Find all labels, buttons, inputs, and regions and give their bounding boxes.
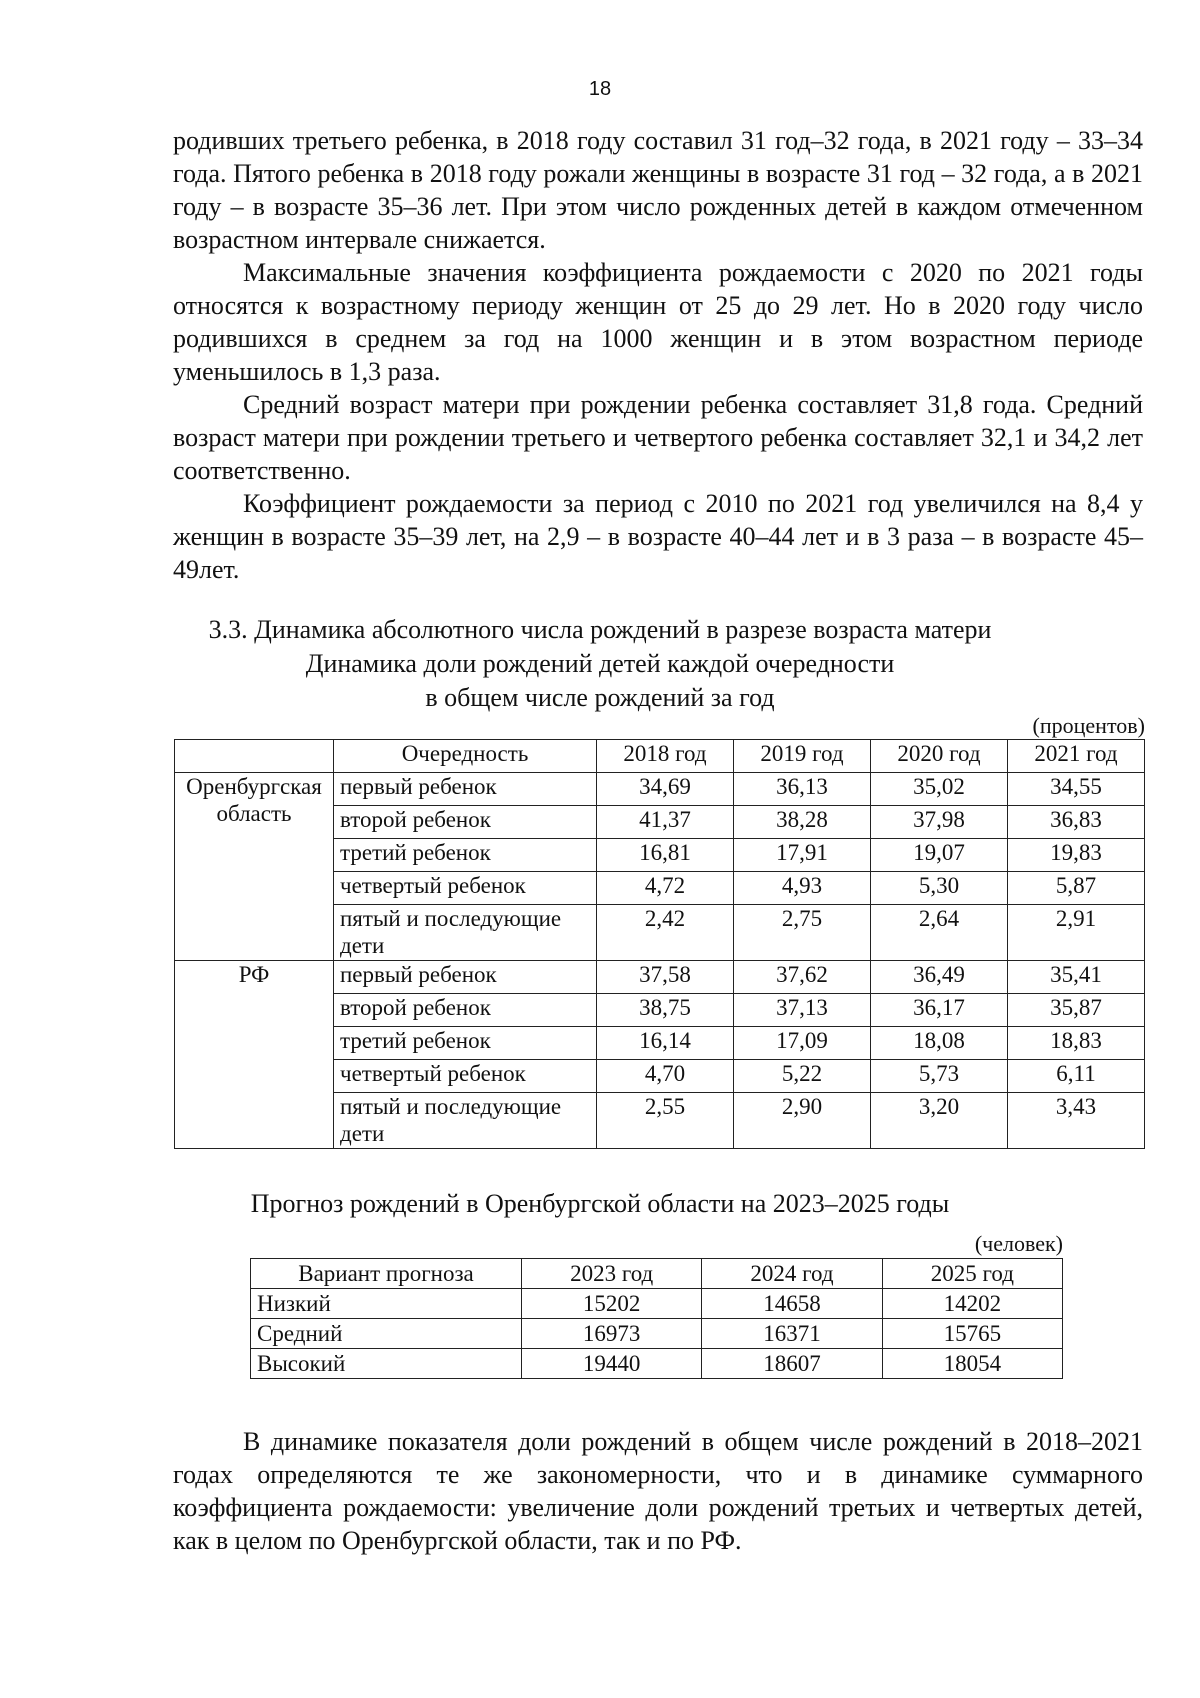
value-cell: 18607 — [702, 1349, 882, 1379]
value-cell: 41,37 — [597, 806, 734, 839]
header-blank — [175, 740, 334, 773]
value-cell: 34,69 — [597, 773, 734, 806]
value-cell: 18,83 — [1008, 1027, 1145, 1060]
variant-cell: Низкий — [251, 1289, 522, 1319]
value-cell: 16,14 — [597, 1027, 734, 1060]
table1-subtitle: в общем числе рождений за год — [425, 683, 775, 712]
value-cell: 2,55 — [597, 1093, 734, 1149]
value-cell: 16973 — [522, 1319, 702, 1349]
value-cell: 19,83 — [1008, 839, 1145, 872]
paragraph: родивших третьего ребенка, в 2018 году составил 31 год–32 года, в 2021 году – 33–34 года. Пятого ребенка в 2018 году рожали женщины в возрасте 31 год – 32 года, а в 2021 году – в возрасте 35–36 лет. При этом число рожденных детей в каждом отмеченном возрастном интервале снижается. — [173, 126, 1143, 254]
value-cell: 19440 — [522, 1349, 702, 1379]
table2-title: Прогноз рождений в Оренбургской области на 2023–2025 годы — [250, 1189, 950, 1218]
body-text-bottom — [173, 1425, 1143, 1557]
table-row — [251, 1289, 1063, 1319]
page-number: 18 — [588, 78, 612, 100]
value-cell: 18,08 — [871, 1027, 1008, 1060]
table-row — [251, 1319, 1063, 1349]
birth-order-share-table — [174, 739, 1145, 1149]
value-cell: 2,90 — [734, 1093, 871, 1149]
value-cell: 19,07 — [871, 839, 1008, 872]
value-cell: 4,70 — [597, 1060, 734, 1093]
value-cell: 36,49 — [871, 961, 1008, 994]
paragraph: Коэффициент рождаемости за период с 2010 по 2021 год увеличился на 8,4 у женщин в возрасте 35–39 лет, на 2,9 – в возрасте 40–44 лет и в 3 раза – в возрасте 45–49лет. — [173, 489, 1143, 584]
order-cell: второй ребенок — [334, 994, 597, 1027]
table-row — [175, 773, 1145, 806]
order-cell: первый ребенок — [334, 773, 597, 806]
value-cell: 17,91 — [734, 839, 871, 872]
paragraph: Максимальные значения коэффициента рождаемости с 2020 по 2021 годы относятся к возрастному периоду женщин от 25 до 29 лет. Но в 2020 году число родившихся в среднем за год на 1000 женщин и в этом возрастном периоде уменьшилось в 1,3 раза. — [173, 258, 1143, 386]
value-cell: 5,73 — [871, 1060, 1008, 1093]
variant-cell: Высокий — [251, 1349, 522, 1379]
order-cell: третий ребенок — [334, 1027, 597, 1060]
table-row — [175, 961, 1145, 994]
header-order: Очередность — [334, 740, 597, 773]
value-cell: 14658 — [702, 1289, 882, 1319]
header-year: 2021 год — [1008, 740, 1145, 773]
value-cell: 2,91 — [1008, 905, 1145, 961]
table2-unit: (человек) — [974, 1231, 1063, 1256]
table-row — [251, 1349, 1063, 1379]
paragraph: В динамике показателя доли рождений в общем числе рождений в 2018–2021 годах определяются те же закономерности, что и в динамике суммарного коэффициента рождаемости: увеличение доли рождений третьих и четвертых детей, как в целом по Оренбургской области, так и по РФ. — [173, 1427, 1143, 1555]
value-cell: 38,28 — [734, 806, 871, 839]
value-cell: 2,42 — [597, 905, 734, 961]
value-cell: 3,20 — [871, 1093, 1008, 1149]
value-cell: 15202 — [522, 1289, 702, 1319]
body-text-top — [173, 124, 1143, 586]
value-cell: 18054 — [882, 1349, 1062, 1379]
value-cell: 37,62 — [734, 961, 871, 994]
table-header-row — [175, 740, 1145, 773]
paragraph: Средний возраст матери при рождении ребенка составляет 31,8 года. Средний возраст матери при рождении третьего и четвертого ребенка составляет 32,1 и 34,2 лет соответственно. — [173, 390, 1143, 485]
value-cell: 37,13 — [734, 994, 871, 1027]
value-cell: 5,30 — [871, 872, 1008, 905]
header-year: 2024 год — [702, 1259, 882, 1289]
header-variant: Вариант прогноза — [251, 1259, 522, 1289]
value-cell: 37,98 — [871, 806, 1008, 839]
value-cell: 16371 — [702, 1319, 882, 1349]
order-cell: четвертый ребенок — [334, 1060, 597, 1093]
value-cell: 35,87 — [1008, 994, 1145, 1027]
table-header-row — [251, 1259, 1063, 1289]
header-year: 2023 год — [522, 1259, 702, 1289]
value-cell: 5,22 — [734, 1060, 871, 1093]
section-heading: 3.3. Динамика абсолютного числа рождений в разрезе возраста матери — [208, 615, 992, 644]
value-cell: 3,43 — [1008, 1093, 1145, 1149]
region-cell: Оренбургская область — [175, 773, 334, 961]
value-cell: 16,81 — [597, 839, 734, 872]
order-cell: четвертый ребенок — [334, 872, 597, 905]
value-cell: 15765 — [882, 1319, 1062, 1349]
birth-forecast-table — [250, 1258, 1063, 1379]
value-cell: 34,55 — [1008, 773, 1145, 806]
value-cell: 36,83 — [1008, 806, 1145, 839]
table1-unit: (процентов) — [1032, 713, 1145, 738]
order-cell: второй ребенок — [334, 806, 597, 839]
value-cell: 36,13 — [734, 773, 871, 806]
order-cell: пятый и последующие дети — [334, 905, 597, 961]
value-cell: 35,02 — [871, 773, 1008, 806]
header-year: 2018 год — [597, 740, 734, 773]
variant-cell: Средний — [251, 1319, 522, 1349]
value-cell: 36,17 — [871, 994, 1008, 1027]
value-cell: 4,93 — [734, 872, 871, 905]
region-cell: РФ — [175, 961, 334, 1149]
value-cell: 37,58 — [597, 961, 734, 994]
value-cell: 6,11 — [1008, 1060, 1145, 1093]
value-cell: 17,09 — [734, 1027, 871, 1060]
header-year: 2025 год — [882, 1259, 1062, 1289]
table1-title: Динамика доли рождений детей каждой очередности — [305, 649, 895, 678]
value-cell: 2,64 — [871, 905, 1008, 961]
value-cell: 35,41 — [1008, 961, 1145, 994]
header-year: 2019 год — [734, 740, 871, 773]
header-year: 2020 год — [871, 740, 1008, 773]
order-cell: первый ребенок — [334, 961, 597, 994]
value-cell: 5,87 — [1008, 872, 1145, 905]
value-cell: 2,75 — [734, 905, 871, 961]
order-cell: третий ребенок — [334, 839, 597, 872]
value-cell: 38,75 — [597, 994, 734, 1027]
value-cell: 4,72 — [597, 872, 734, 905]
order-cell: пятый и последующие дети — [334, 1093, 597, 1149]
value-cell: 14202 — [882, 1289, 1062, 1319]
